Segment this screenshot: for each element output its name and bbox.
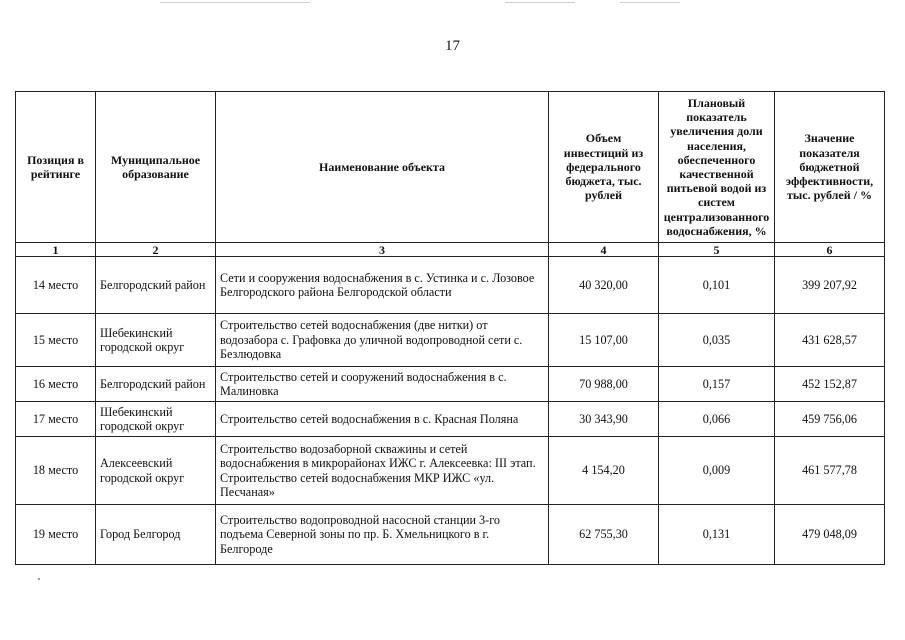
header-object: Наименование объекта [216,92,549,243]
municipality-cell: Алексеевский городской округ [96,437,216,505]
investment-cell: 70 988,00 [549,367,659,402]
header-row [16,92,885,243]
municipality-cell: Шебекинский городской округ [96,402,216,437]
position-cell: 15 место [16,314,96,367]
indicator-cell: 0,101 [659,257,775,314]
table-row [16,314,885,367]
position-cell: 19 место [16,505,96,565]
table-row [16,402,885,437]
column-number: 2 [96,243,216,257]
investment-cell: 15 107,00 [549,314,659,367]
position-cell: 16 место [16,367,96,402]
rating-table [15,91,885,565]
object-cell: Строительство сетей и сооружений водоснабжения в с. Малиновка [216,367,549,402]
position-cell: 14 место [16,257,96,314]
table-row [16,367,885,402]
efficiency-cell: 461 577,78 [775,437,885,505]
indicator-cell: 0,131 [659,505,775,565]
top-edge-line-mid [505,2,575,3]
object-cell: Строительство водопроводной насосной станции 3-го подъема Северной зоны по пр. Б. Хмельницкого в г. Белгороде [216,505,549,565]
municipality-cell: Город Белгород [96,505,216,565]
column-number: 3 [216,243,549,257]
investment-cell: 62 755,30 [549,505,659,565]
header-efficiency: Значение показателя бюджетной эффективности, тыс. рублей / % [775,92,885,243]
top-edge-line-left [160,2,310,3]
column-number-row [16,243,885,257]
indicator-cell: 0,009 [659,437,775,505]
header-municipality: Муниципальное образование [96,92,216,243]
object-cell: Сети и сооружения водоснабжения в с. Устинка и с. Лозовое Белгородского района Белгородской области [216,257,549,314]
indicator-cell: 0,035 [659,314,775,367]
header-indicator: Плановый показатель увеличения доли населения, обеспеченного качественной питьевой водой из систем централизованного водоснабжения, % [659,92,775,243]
investment-cell: 4 154,20 [549,437,659,505]
indicator-cell: 0,157 [659,367,775,402]
position-cell: 18 место [16,437,96,505]
column-number: 4 [549,243,659,257]
efficiency-cell: 479 048,09 [775,505,885,565]
investment-cell: 40 320,00 [549,257,659,314]
column-number: 1 [16,243,96,257]
municipality-cell: Белгородский район [96,257,216,314]
object-cell: Строительство водозаборной скважины и сетей водоснабжения в микрорайонах ИЖС г. Алексеевка: III этап. Строительство сетей водоснабжения МКР ИЖС «ул. Песчаная» [216,437,549,505]
municipality-cell: Шебекинский городской округ [96,314,216,367]
table-row [16,437,885,505]
table-row [16,505,885,565]
position-cell: 17 место [16,402,96,437]
efficiency-cell: 399 207,92 [775,257,885,314]
column-number: 6 [775,243,885,257]
investment-cell: 30 343,90 [549,402,659,437]
column-number: 5 [659,243,775,257]
scan-speck [38,578,40,580]
header-position: Позиция в рейтинге [16,92,96,243]
top-edge-line-right [620,2,680,3]
object-cell: Строительство сетей водоснабжения в с. Красная Поляна [216,402,549,437]
indicator-cell: 0,066 [659,402,775,437]
object-cell: Строительство сетей водоснабжения (две нитки) от водозабора с. Графовка до уличной водопроводной сети с. Безлюдовка [216,314,549,367]
table-row [16,257,885,314]
page-number: 17 [445,38,460,54]
municipality-cell: Белгородский район [96,367,216,402]
efficiency-cell: 452 152,87 [775,367,885,402]
efficiency-cell: 431 628,57 [775,314,885,367]
header-investment: Объем инвестиций из федерального бюджета, тыс. рублей [549,92,659,243]
efficiency-cell: 459 756,06 [775,402,885,437]
